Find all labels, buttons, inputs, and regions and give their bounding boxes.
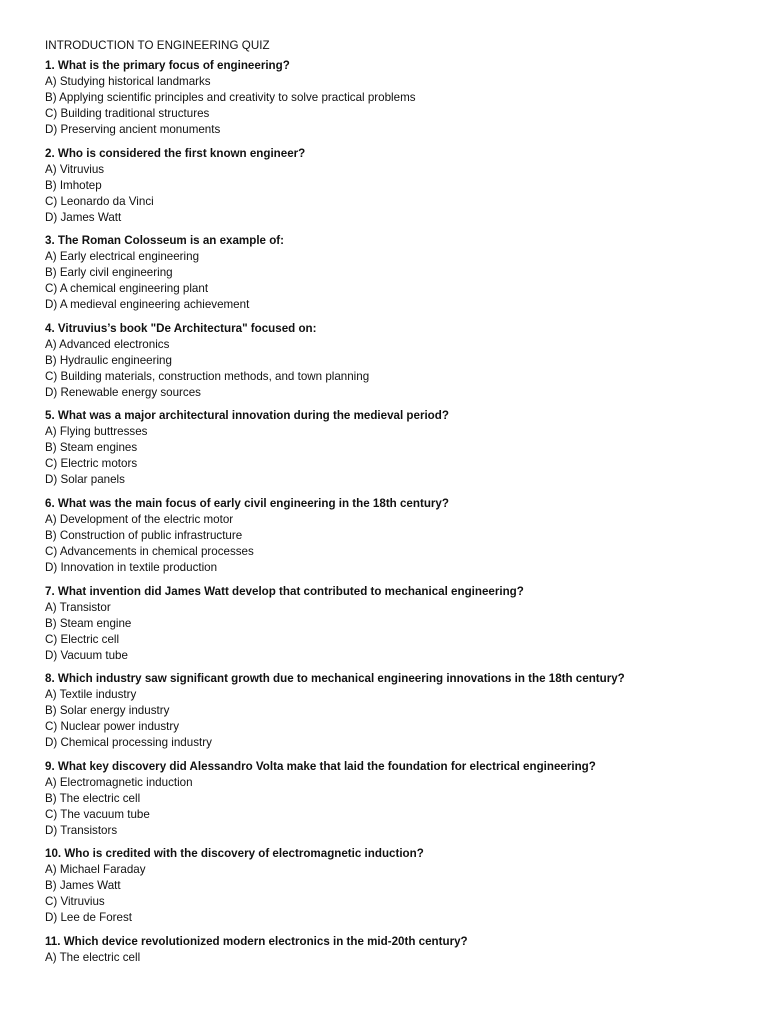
answer-option: A) Flying buttresses <box>45 425 148 439</box>
question-5 <box>45 408 745 488</box>
answer-option: A) Studying historical landmarks <box>45 75 211 88</box>
question-text: 6. What was the main focus of early civil engineering in the 18th century? <box>45 496 449 510</box>
answer-option: D) James Watt <box>45 210 122 224</box>
question-text: 3. The Roman Colosseum is an example of: <box>45 234 285 248</box>
answer-option: B) Applying scientific principles and creativity to solve practical problems <box>45 91 416 104</box>
question-2 <box>45 146 745 226</box>
answer-option: C) Building materials, construction methods, and town planning <box>45 369 370 383</box>
question-text: 11. Which device revolutionized modern electronics in the mid-20th century? <box>45 934 468 948</box>
answer-option: C) Electric motors <box>45 457 138 471</box>
question-9 <box>45 759 745 839</box>
answer-option: A) Vitruvius <box>45 162 105 176</box>
answer-option: D) Innovation in textile production <box>45 560 218 574</box>
answer-option: A) Michael Faraday <box>45 863 146 877</box>
answer-option: C) The vacuum tube <box>45 807 150 821</box>
question-11 <box>45 934 745 966</box>
question-text: 4. Vitruvius’s book "De Architectura" focused on: <box>45 321 317 335</box>
question-text: 10. Who is credited with the discovery of electromagnetic induction? <box>45 847 424 861</box>
question-text: 8. Which industry saw significant growth due to mechanical engineering innovations in the 18th century? <box>45 672 625 686</box>
answer-option: D) Solar panels <box>45 473 125 487</box>
answer-option: B) Steam engines <box>45 441 138 455</box>
answer-option: B) Solar energy industry <box>45 704 170 718</box>
answer-option: D) Preserving ancient monuments <box>45 123 221 136</box>
answer-option: B) The electric cell <box>45 791 141 805</box>
question-text: 2. Who is considered the first known engineer? <box>45 146 306 160</box>
question-text: 9. What key discovery did Alessandro Volta make that laid the foundation for electrical engineering? <box>45 759 596 773</box>
answer-option: B) Imhotep <box>45 178 102 192</box>
question-7 <box>45 584 745 664</box>
answer-option: B) Early civil engineering <box>45 266 173 280</box>
document-title: INTRODUCTION TO ENGINEERING QUIZ <box>45 39 270 52</box>
answer-option: B) Steam engine <box>45 616 132 630</box>
answer-option: D) Vacuum tube <box>45 648 128 662</box>
answer-option: D) A medieval engineering achievement <box>45 298 250 312</box>
question-text: 5. What was a major architectural innovation during the medieval period? <box>45 409 449 423</box>
answer-option: C) Leonardo da Vinci <box>45 194 154 208</box>
quiz-document <box>45 38 745 974</box>
answer-option: D) Chemical processing industry <box>45 736 212 750</box>
answer-option: C) Vitruvius <box>45 895 105 909</box>
answer-option: B) James Watt <box>45 879 121 893</box>
question-4 <box>45 321 745 401</box>
question-8 <box>45 671 745 751</box>
question-10 <box>45 846 745 926</box>
answer-option: C) A chemical engineering plant <box>45 282 209 296</box>
answer-option: A) Transistor <box>45 600 111 614</box>
question-6 <box>45 496 745 576</box>
answer-option: A) Textile industry <box>45 688 137 702</box>
answer-option: C) Electric cell <box>45 632 120 646</box>
answer-option: A) Advanced electronics <box>45 337 170 351</box>
answer-option: B) Construction of public infrastructure <box>45 528 243 542</box>
answer-option: C) Advancements in chemical processes <box>45 544 254 558</box>
answer-option: D) Transistors <box>45 823 118 837</box>
question-1 <box>45 58 745 138</box>
question-text: 7. What invention did James Watt develop that contributed to mechanical engineering? <box>45 584 524 598</box>
answer-option: A) Electromagnetic induction <box>45 775 193 789</box>
question-text: 1. What is the primary focus of engineering? <box>45 59 290 72</box>
answer-option: D) Renewable energy sources <box>45 385 201 399</box>
answer-option: D) Lee de Forest <box>45 911 132 925</box>
answer-option: B) Hydraulic engineering <box>45 353 172 367</box>
answer-option: A) Development of the electric motor <box>45 512 234 526</box>
answer-option: A) Early electrical engineering <box>45 250 200 264</box>
question-3 <box>45 233 745 313</box>
answer-option: C) Nuclear power industry <box>45 720 180 734</box>
answer-option: A) The electric cell <box>45 950 141 964</box>
answer-option: C) Building traditional structures <box>45 107 210 120</box>
